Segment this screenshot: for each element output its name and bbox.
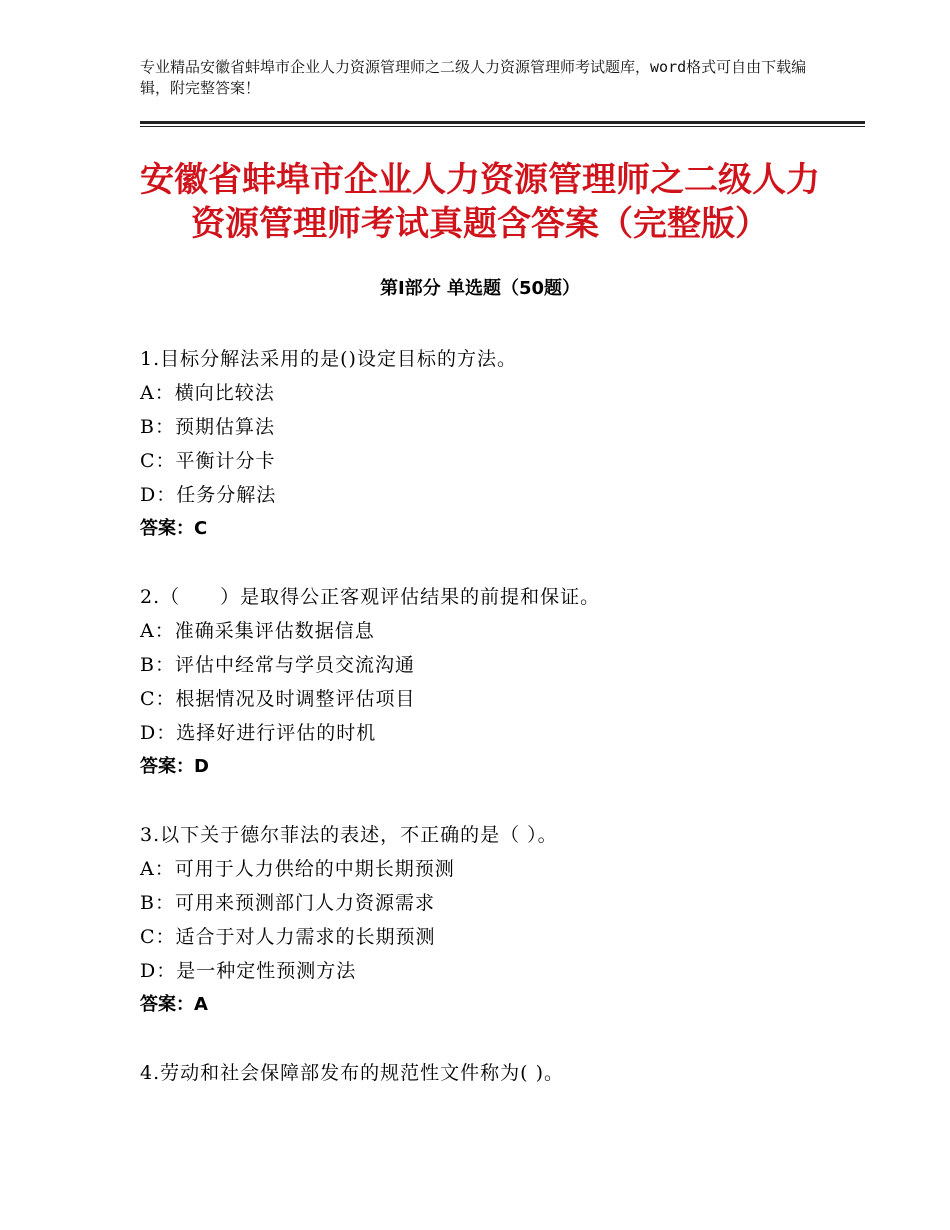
option-b: B：预期估算法 <box>140 416 275 438</box>
header-note: 专业精品安徽省蚌埠市企业人力资源管理师之二级人力资源管理师考试题库，word格式可自由下载编辑，附完整答案！ <box>140 58 807 97</box>
question-stem: 3.以下关于德尔菲法的表述，不正确的是（ ）。 <box>140 824 558 846</box>
option-a: A：横向比较法 <box>140 382 275 404</box>
option-c: C：根据情况及时调整评估项目 <box>140 688 416 710</box>
question-stem: 1.目标分解法采用的是()设定目标的方法。 <box>140 348 517 370</box>
option-a: A：准确采集评估数据信息 <box>140 620 375 642</box>
option-c: C：平衡计分卡 <box>140 450 276 472</box>
option-d: D：是一种定性预测方法 <box>140 960 357 982</box>
section-heading: 第Ⅰ部分 单选题（50题） <box>379 278 580 299</box>
option-b: B：可用来预测部门人力资源需求 <box>140 892 435 914</box>
question-4 <box>140 1056 840 1090</box>
option-d: D：选择好进行评估的时机 <box>140 722 377 744</box>
question-list <box>140 342 840 1124</box>
question-2 <box>140 580 840 784</box>
header-divider-thin <box>140 126 865 127</box>
option-a: A：可用于人力供给的中期长期预测 <box>140 858 455 880</box>
answer-line: 答案：D <box>140 756 209 777</box>
header-divider-thick <box>140 121 865 124</box>
question-stem: 4.劳动和社会保障部发布的规范性文件称为( )。 <box>140 1062 564 1084</box>
answer-line: 答案：C <box>140 518 208 539</box>
question-1 <box>140 342 840 546</box>
answer-line: 答案：A <box>140 994 208 1015</box>
option-c: C：适合于对人力需求的长期预测 <box>140 926 436 948</box>
option-b: B：评估中经常与学员交流沟通 <box>140 654 415 676</box>
question-stem: 2.（ ）是取得公正客观评估结果的前提和保证。 <box>140 586 601 608</box>
document-title: 安徽省蚌埠市企业人力资源管理师之二级人力资源管理师考试真题含答案（完整版） <box>140 160 820 244</box>
option-d: D：任务分解法 <box>140 484 277 506</box>
question-3 <box>140 818 840 1022</box>
